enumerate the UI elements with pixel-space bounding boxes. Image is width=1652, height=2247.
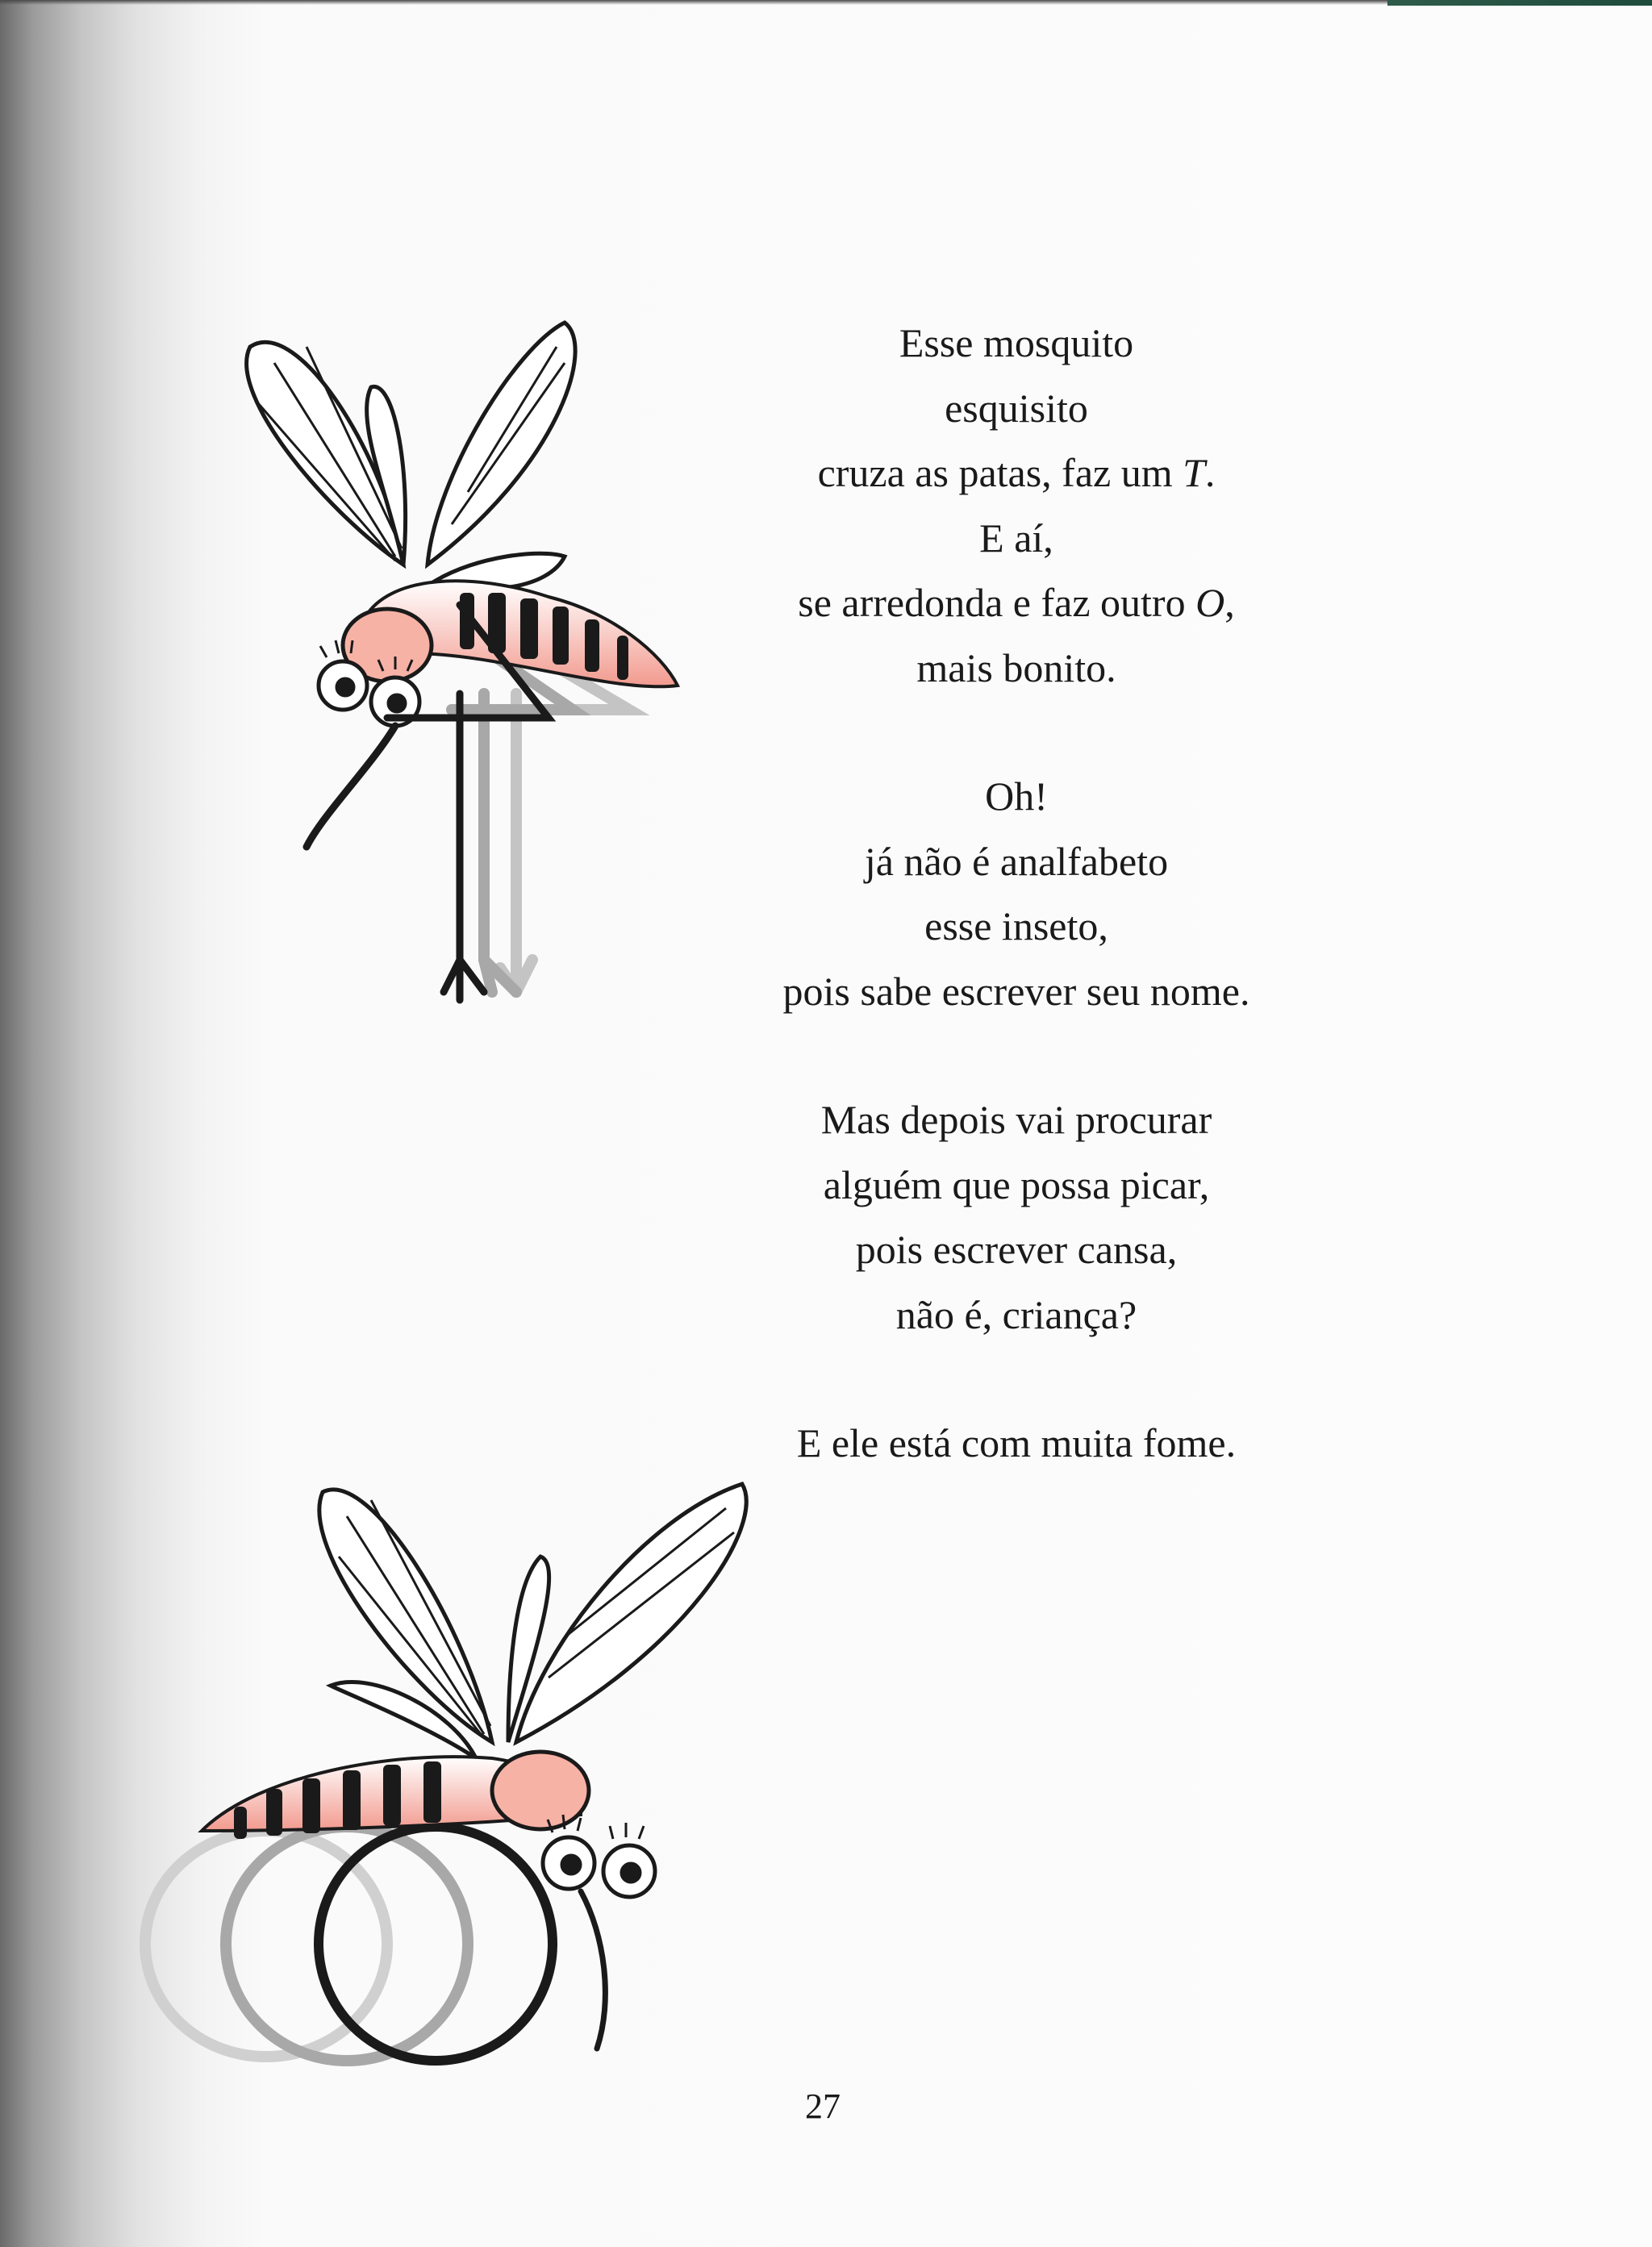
- poem-text: Mas depois vai procurar: [820, 1097, 1212, 1142]
- wings: [247, 323, 576, 589]
- poem-text: esquisito: [945, 385, 1088, 431]
- poem-emphasis: O: [1195, 580, 1225, 625]
- poem-line: [694, 636, 1339, 701]
- poem-text: Esse mosquito: [899, 320, 1134, 365]
- page-top-edge: [0, 0, 1468, 5]
- poem-text: cruza as patas, faz um: [817, 450, 1183, 495]
- ghost-letters-o: [145, 1827, 468, 2061]
- mosquito-o-illustration: [129, 1452, 823, 2081]
- poem-line: [694, 764, 1339, 829]
- poem-text: mais bonito.: [916, 644, 1116, 690]
- poem-text: alguém que possa picar,: [823, 1161, 1210, 1207]
- poem-emphasis: T: [1183, 450, 1205, 495]
- poem-stanza: [694, 311, 1339, 700]
- proboscis: [581, 1891, 605, 2049]
- head: [319, 609, 432, 726]
- poem-line: [694, 440, 1339, 506]
- poem-text: pois escrever cansa,: [855, 1227, 1178, 1272]
- cover-edge: [1387, 0, 1652, 6]
- poem-text: se arredonda e faz outro: [798, 580, 1196, 625]
- poem-line: [694, 311, 1339, 376]
- poem-text: E aí,: [979, 515, 1053, 561]
- poem-text: pois sabe escrever seu nome.: [782, 968, 1250, 1014]
- poem-line: [694, 570, 1339, 636]
- poem-line: [694, 376, 1339, 441]
- poem-text: Oh!: [985, 773, 1048, 819]
- poem-text: .: [1204, 450, 1216, 495]
- poem-text: já não é analfabeto: [864, 838, 1169, 884]
- poem-line: [694, 1087, 1339, 1153]
- poem-text: esse inseto,: [924, 903, 1108, 948]
- poem-line: [694, 1217, 1339, 1282]
- poem-text: não é, criança?: [895, 1291, 1137, 1337]
- page-number: 27: [805, 2086, 841, 2126]
- wings: [319, 1484, 746, 1758]
- poem-line: [694, 959, 1339, 1024]
- mosquito-t-illustration: [210, 315, 710, 1008]
- poem-line: [694, 894, 1339, 959]
- poem-line: [694, 829, 1339, 894]
- poem: [694, 311, 1339, 1476]
- poem-text: E ele está com muita fome.: [796, 1420, 1237, 1465]
- head: [492, 1752, 655, 1897]
- poem-line: [694, 1153, 1339, 1218]
- poem-text: ,: [1224, 580, 1235, 625]
- poem-stanza: [694, 764, 1339, 1023]
- poem-line: [694, 506, 1339, 571]
- poem-stanza: [694, 1087, 1339, 1347]
- poem-line: [694, 1282, 1339, 1348]
